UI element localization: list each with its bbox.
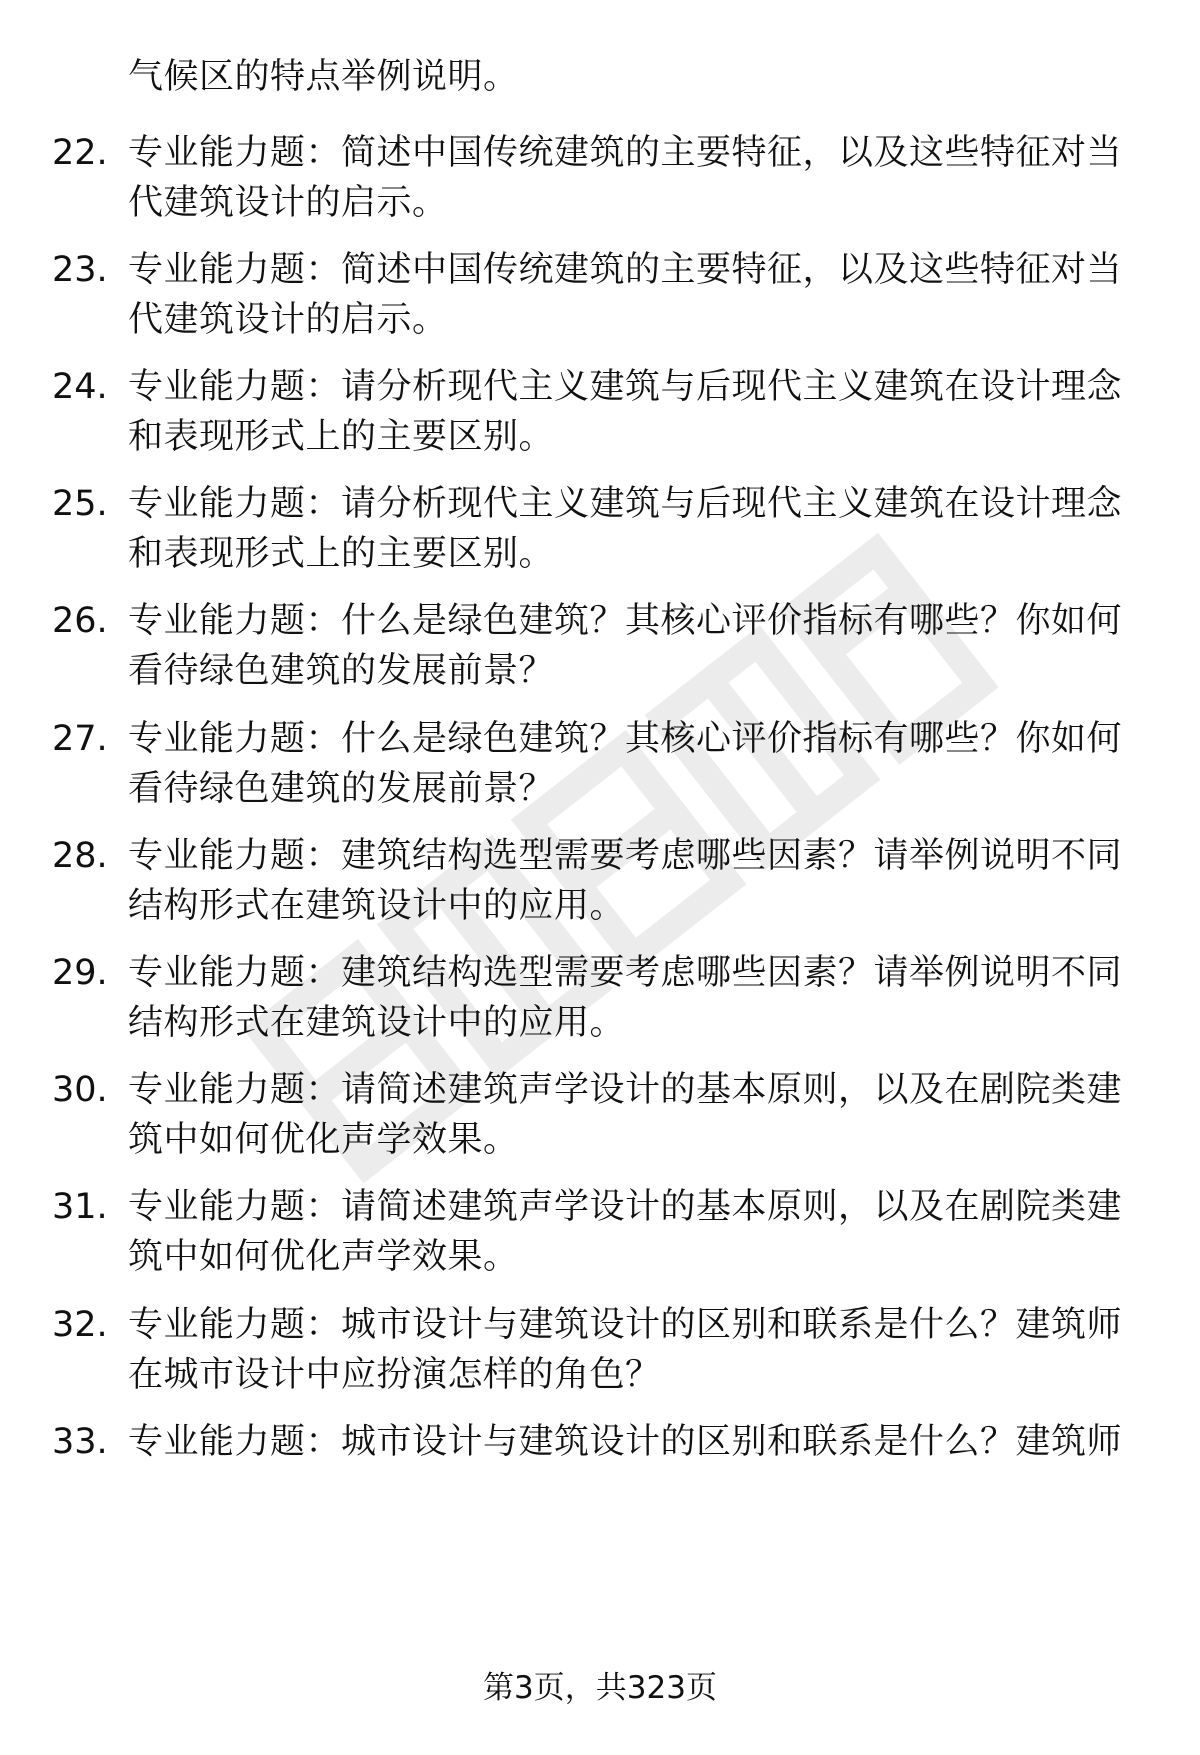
item-text-line2: 和表现形式上的主要区别。 xyxy=(128,534,555,574)
item-number: 33. xyxy=(52,1422,108,1462)
page-footer: 第3页，共323页 xyxy=(483,1670,717,1706)
item-text-line1: 专业能力题：建筑结构选型需要考虑哪些因素？请举例说明不同 xyxy=(128,836,1123,876)
list-item xyxy=(0,833,1200,933)
item-text-line2: 筑中如何优化声学效果。 xyxy=(128,1237,519,1277)
item-text-line1: 专业能力题：简述中国传统建筑的主要特征，以及这些特征对当 xyxy=(128,133,1123,173)
list-item xyxy=(0,598,1200,698)
item-text-line1: 专业能力题：请简述建筑声学设计的基本原则，以及在剧院类建 xyxy=(128,1070,1123,1110)
item-text-line2: 结构形式在建筑设计中的应用。 xyxy=(128,1003,626,1043)
list-item xyxy=(0,1184,1200,1284)
item-number: 23. xyxy=(52,250,108,290)
item-number: 31. xyxy=(52,1187,108,1227)
item-text-line2: 在城市设计中应扮演怎样的角色？ xyxy=(128,1355,661,1395)
item-text-line2: 看待绿色建筑的发展前景？ xyxy=(128,769,555,809)
list-item xyxy=(0,481,1200,581)
item-number: 22. xyxy=(52,133,108,173)
list-item xyxy=(0,1302,1200,1402)
item-number: 29. xyxy=(52,953,108,993)
item-number: 25. xyxy=(52,484,108,524)
item-text-line2: 结构形式在建筑设计中的应用。 xyxy=(128,886,626,926)
list-item xyxy=(0,1067,1200,1167)
item-number: 28. xyxy=(52,836,108,876)
item-number: 27. xyxy=(52,719,108,759)
list-item xyxy=(0,1419,1200,1519)
item-number: 26. xyxy=(52,601,108,641)
item-number: 32. xyxy=(52,1305,108,1345)
item-text-line2: 筑中如何优化声学效果。 xyxy=(128,1120,519,1160)
list-item xyxy=(0,950,1200,1050)
item-text-line1: 专业能力题：什么是绿色建筑？其核心评价指标有哪些？你如何 xyxy=(128,601,1123,641)
item-text-line1: 专业能力题：请分析现代主义建筑与后现代主义建筑在设计理念 xyxy=(128,484,1123,524)
list-item xyxy=(0,130,1200,230)
item-text-line1: 专业能力题：什么是绿色建筑？其核心评价指标有哪些？你如何 xyxy=(128,719,1123,759)
list-item xyxy=(0,716,1200,816)
item-number: 30. xyxy=(52,1070,108,1110)
item-text-line1: 专业能力题：城市设计与建筑设计的区别和联系是什么？建筑师 xyxy=(128,1422,1123,1462)
continuation-text: 气候区的特点举例说明。 xyxy=(128,57,519,97)
item-text-line2: 和表现形式上的主要区别。 xyxy=(128,417,555,457)
item-text-line2: 看待绿色建筑的发展前景？ xyxy=(128,651,555,691)
item-text-line1: 专业能力题：请简述建筑声学设计的基本原则，以及在剧院类建 xyxy=(128,1187,1123,1227)
item-text-line1: 专业能力题：建筑结构选型需要考虑哪些因素？请举例说明不同 xyxy=(128,953,1123,993)
item-text-line1: 专业能力题：城市设计与建筑设计的区别和联系是什么？建筑师 xyxy=(128,1305,1123,1345)
item-text-line1: 专业能力题：请分析现代主义建筑与后现代主义建筑在设计理念 xyxy=(128,367,1123,407)
item-text-line1: 专业能力题：简述中国传统建筑的主要特征，以及这些特征对当 xyxy=(128,250,1123,290)
item-number: 24. xyxy=(52,367,108,407)
list-item xyxy=(0,364,1200,464)
list-item xyxy=(0,247,1200,347)
item-text-line2: 代建筑设计的启示。 xyxy=(128,300,448,340)
item-text-line2: 代建筑设计的启示。 xyxy=(128,183,448,223)
